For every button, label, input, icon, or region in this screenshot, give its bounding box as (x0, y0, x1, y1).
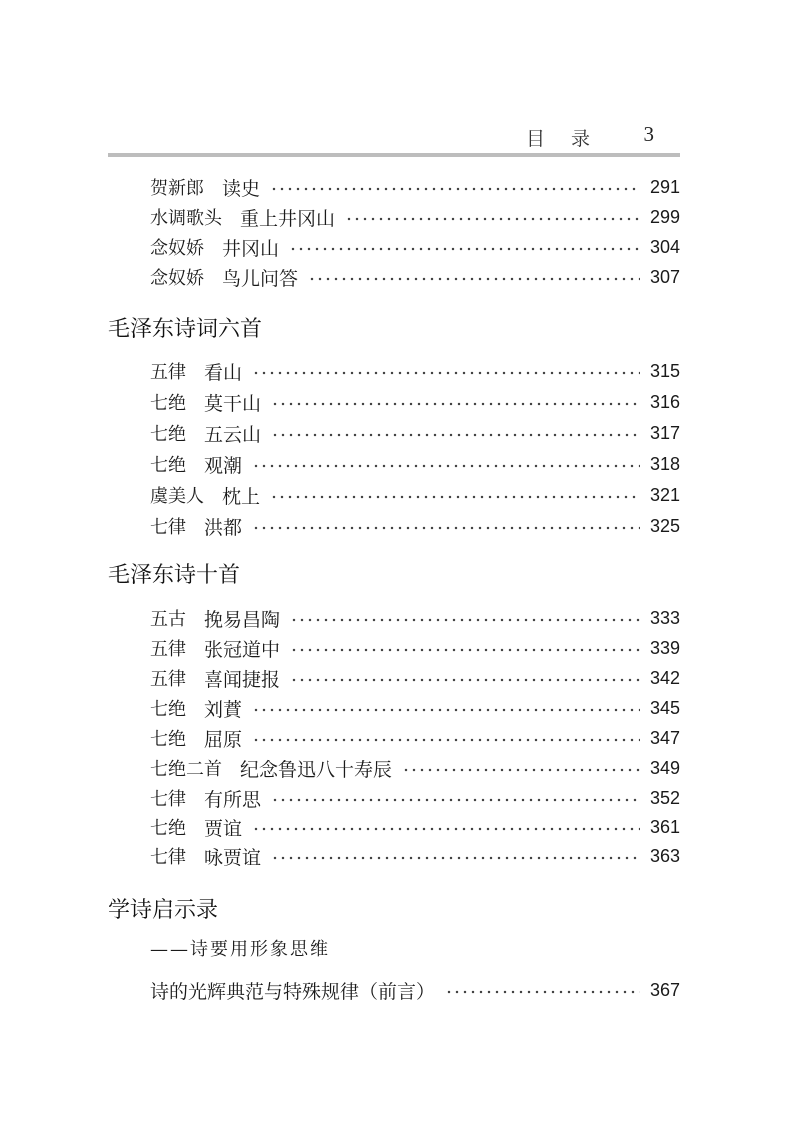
poem-title: 贾谊 (204, 817, 243, 840)
leader-dots (290, 603, 640, 633)
poem-form: 七绝 (150, 424, 186, 445)
poem-form: 七律 (150, 847, 186, 868)
page-ref: 304 (649, 236, 680, 257)
page-ref: 321 (649, 484, 680, 505)
page-ref: 342 (649, 667, 680, 688)
page-ref: 352 (649, 787, 680, 808)
leader-dots (252, 511, 640, 541)
poem-title: 喜闻捷报 (204, 668, 281, 691)
toc-entry[interactable] (150, 723, 680, 753)
poem-title: 观潮 (204, 454, 243, 477)
leader-dots (308, 262, 640, 292)
page-ref: 291 (649, 176, 680, 197)
poem-form: 念奴娇 (150, 238, 204, 259)
poem-title: 纪念鲁迅八十寿辰 (240, 758, 393, 781)
toc-entry[interactable] (150, 480, 680, 510)
toc-entry[interactable] (150, 693, 680, 723)
leader-dots (289, 232, 640, 262)
page-ref: 349 (649, 757, 680, 778)
section-heading[interactable]: 学诗启示录 (108, 898, 219, 923)
poem-form: 虞美人 (150, 486, 204, 507)
page-ref: 367 (649, 979, 680, 1000)
leader-dots (252, 693, 640, 723)
poem-form: 五古 (150, 609, 186, 630)
page-header (108, 122, 680, 152)
running-title: 目 录 (525, 128, 600, 150)
toc-entry[interactable] (150, 633, 680, 663)
poem-form: 七绝 (150, 699, 186, 720)
toc-entry[interactable] (150, 232, 680, 262)
toc-entry[interactable] (150, 812, 680, 842)
poem-form: 七律 (150, 789, 186, 810)
header-rule (108, 153, 680, 157)
poem-title: 张冠道中 (204, 638, 281, 661)
poem-title: 看山 (204, 361, 243, 384)
page-ref: 339 (649, 637, 680, 658)
leader-dots (270, 172, 640, 202)
section-heading[interactable]: 毛泽东诗十首 (108, 563, 241, 588)
poem-form: 五律 (150, 362, 186, 383)
poem-title: 井冈山 (222, 237, 280, 260)
toc-entry[interactable] (150, 511, 680, 541)
poem-form: 七绝 (150, 455, 186, 476)
section-subtitle: ——诗要用形象思维 (150, 939, 330, 960)
toc-entry[interactable] (150, 356, 680, 386)
poem-title: 读史 (222, 177, 261, 200)
toc-entry[interactable] (150, 975, 680, 1005)
leader-dots (290, 663, 640, 693)
toc-entry[interactable] (150, 262, 680, 292)
poem-form: 七律 (150, 517, 186, 538)
leader-dots (271, 418, 640, 448)
page-ref: 317 (649, 422, 680, 443)
poem-title: 鸟儿问答 (222, 267, 299, 290)
page-ref: 318 (649, 453, 680, 474)
page-ref: 299 (649, 206, 680, 227)
page-ref: 325 (649, 515, 680, 536)
toc-entry[interactable] (150, 663, 680, 693)
toc-entry[interactable] (150, 172, 680, 202)
poem-title: 枕上 (222, 485, 261, 508)
leader-dots (290, 633, 640, 663)
leader-dots (252, 723, 640, 753)
toc-entry[interactable] (150, 387, 680, 417)
toc-entry[interactable] (150, 449, 680, 479)
toc-entry[interactable] (150, 753, 680, 783)
page-ref: 333 (649, 607, 680, 628)
poem-title: 五云山 (204, 423, 262, 446)
poem-title: 重上井冈山 (240, 207, 336, 230)
chapter-title: 诗的光辉典范与特殊规律（前言） (150, 980, 436, 1003)
poem-title: 屈原 (204, 728, 243, 751)
poem-title: 洪都 (204, 516, 243, 539)
poem-form: 七绝 (150, 393, 186, 414)
toc-entry[interactable] (150, 603, 680, 633)
page-ref: 315 (649, 360, 680, 381)
leader-dots (271, 387, 640, 417)
leader-dots (402, 753, 640, 783)
leader-dots (445, 975, 640, 1005)
poem-form: 五律 (150, 669, 186, 690)
poem-form: 念奴娇 (150, 268, 204, 289)
leader-dots (271, 841, 640, 871)
poem-title: 刘蕡 (204, 698, 243, 721)
toc-entry[interactable] (150, 418, 680, 448)
page-ref: 363 (649, 845, 680, 866)
leader-dots (271, 783, 640, 813)
leader-dots (252, 356, 640, 386)
poem-form: 贺新郎 (150, 178, 204, 199)
poem-title: 有所思 (204, 788, 262, 811)
page-number: 3 (643, 122, 654, 146)
toc-entry[interactable] (150, 841, 680, 871)
poem-form: 五律 (150, 639, 186, 660)
leader-dots (252, 812, 640, 842)
page-ref: 307 (649, 266, 680, 287)
poem-title: 莫干山 (204, 392, 262, 415)
poem-form: 水调歌头 (150, 208, 222, 229)
poem-title: 咏贾谊 (204, 846, 262, 869)
leader-dots (345, 202, 640, 232)
leader-dots (270, 480, 640, 510)
page-ref: 345 (649, 697, 680, 718)
poem-form: 七绝二首 (150, 759, 222, 780)
poem-form: 七绝 (150, 729, 186, 750)
page-ref: 361 (649, 816, 680, 837)
page-ref: 316 (649, 391, 680, 412)
toc-entry[interactable] (150, 783, 680, 813)
section-heading[interactable]: 毛泽东诗词六首 (108, 317, 263, 342)
toc-entry[interactable] (150, 202, 680, 232)
poem-title: 挽易昌陶 (204, 608, 281, 631)
poem-form: 七绝 (150, 818, 186, 839)
page-ref: 347 (649, 727, 680, 748)
leader-dots (252, 449, 640, 479)
